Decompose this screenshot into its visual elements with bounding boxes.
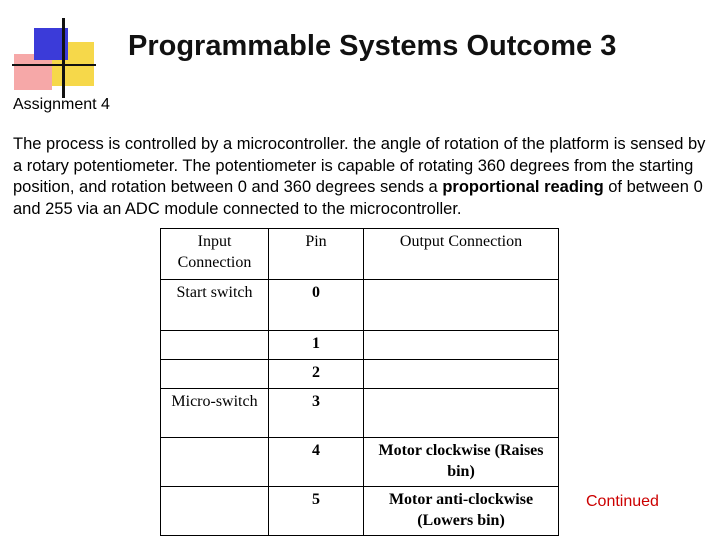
header-input-connection: Input Connection bbox=[161, 229, 269, 280]
header-output-connection: Output Connection bbox=[364, 229, 559, 280]
description-paragraph bbox=[13, 134, 713, 220]
continued-link[interactable]: Continued bbox=[586, 493, 659, 510]
cell-pin: 4 bbox=[269, 438, 364, 487]
connection-table bbox=[160, 228, 559, 536]
cell-output: Motor anti-clockwise (Lowers bin) bbox=[364, 487, 559, 536]
cell-input: Micro-switch bbox=[161, 389, 269, 438]
table-row bbox=[161, 438, 559, 487]
cell-input bbox=[161, 331, 269, 360]
cell-pin: 5 bbox=[269, 487, 364, 536]
logo-horizontal-line bbox=[12, 64, 96, 66]
table-header-row bbox=[161, 229, 559, 280]
header-pin: Pin bbox=[269, 229, 364, 280]
logo-vertical-line bbox=[62, 18, 65, 98]
table-row bbox=[161, 487, 559, 536]
cell-input: Start switch bbox=[161, 280, 269, 331]
cell-input bbox=[161, 438, 269, 487]
paragraph-part-2: of between 0 and 255 via an ADC module connected to the microcontroller. bbox=[13, 178, 703, 218]
cell-output: Motor clockwise (Raises bin) bbox=[364, 438, 559, 487]
cell-pin: 0 bbox=[269, 280, 364, 331]
paragraph-part-1: The process is controlled by a microcontroller. the angle of rotation of the platform is sensed by a rotary potentiometer. The potentiometer is capable of rotating 360 degrees from the starting position, and rotation between 0 and 360 degrees sends a bbox=[13, 135, 706, 196]
page-title: Programmable Systems Outcome 3 bbox=[128, 30, 617, 62]
cell-pin: 1 bbox=[269, 331, 364, 360]
table-row bbox=[161, 280, 559, 331]
cell-output bbox=[364, 331, 559, 360]
table-row bbox=[161, 360, 559, 389]
cell-output bbox=[364, 389, 559, 438]
cell-pin: 3 bbox=[269, 389, 364, 438]
cell-pin: 2 bbox=[269, 360, 364, 389]
assignment-label: Assignment 4 bbox=[13, 96, 110, 113]
table-row bbox=[161, 389, 559, 438]
cell-input bbox=[161, 360, 269, 389]
cell-output bbox=[364, 360, 559, 389]
table-row bbox=[161, 331, 559, 360]
paragraph-bold-phrase: proportional reading bbox=[442, 178, 604, 196]
cell-output bbox=[364, 280, 559, 331]
cell-input bbox=[161, 487, 269, 536]
